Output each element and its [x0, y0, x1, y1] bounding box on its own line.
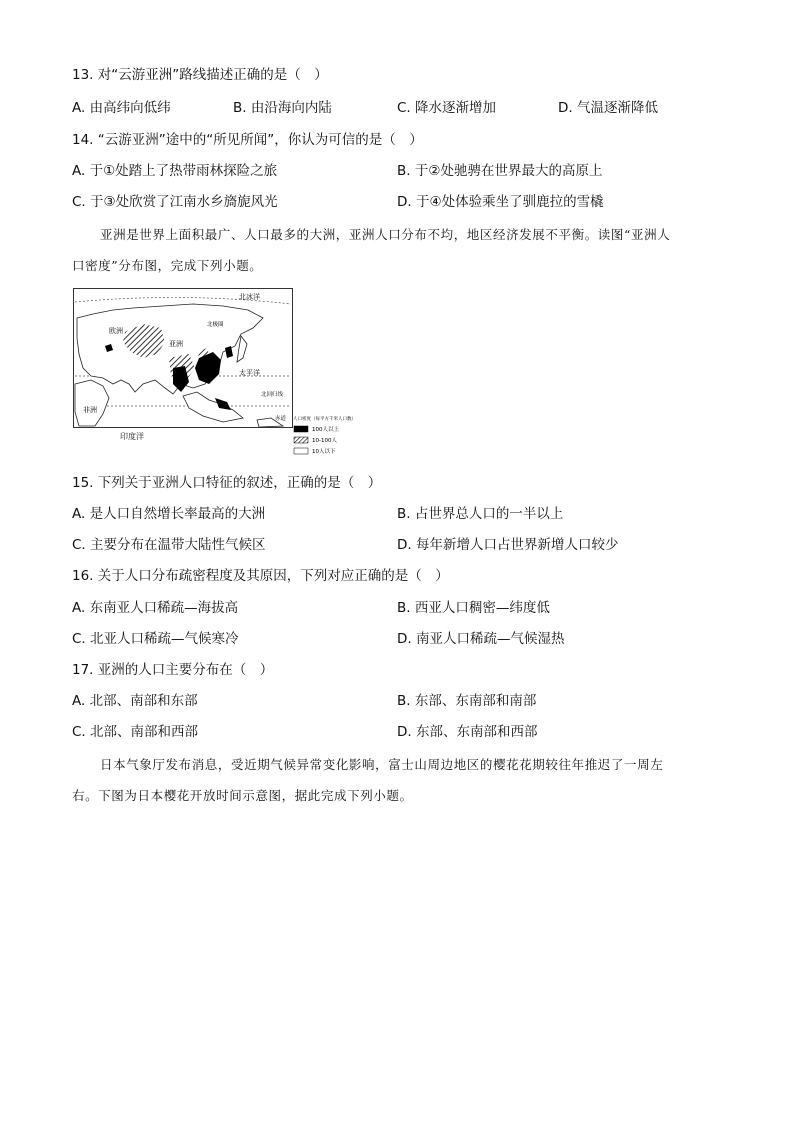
label-africa: 非洲	[83, 406, 97, 414]
q16-option-a: A. 东南亚人口稀疏—海拔高	[72, 600, 239, 616]
q13-stem: 13. 对“云游亚洲”路线描述正确的是（ ）	[72, 67, 328, 83]
q15-option-d: D. 每年新增人口占世界新增人口较少	[397, 537, 619, 553]
q13-option-d: D. 气温逐渐降低	[558, 100, 658, 116]
legend-swatch-medium	[294, 437, 308, 443]
label-europe: 欧洲	[109, 327, 123, 335]
q17-option-d: D. 东部、东南部和西部	[397, 724, 538, 740]
q16-stem: 16. 关于人口分布疏密程度及其原因，下列对应正确的是（ ）	[72, 568, 449, 584]
q14-option-a: A. 于①处踏上了热带雨林探险之旅	[72, 163, 278, 179]
label-equator: 赤道	[275, 416, 287, 422]
intro2-line1: 日本气象厅发布消息，受近期气候异常变化影响，富士山周边地区的樱花花期较往年推迟了一周左	[100, 757, 664, 772]
label-arctic-circle: 北极圈	[207, 322, 224, 328]
q14-option-c: C. 于③处欣赏了江南水乡旖旎风光	[72, 194, 278, 210]
q17-option-c: C. 北部、南部和西部	[72, 724, 199, 740]
q16-option-c: C. 北亚人口稀疏—气候寒冷	[72, 631, 239, 647]
legend-swatch-high	[294, 426, 308, 432]
q14-stem: 14. “云游亚洲”途中的“所见所闻”，你认为可信的是（ ）	[72, 132, 423, 148]
q17-option-b: B. 东部、东南部和南部	[397, 693, 537, 709]
intro1-line2: 口密度”分布图，完成下列小题。	[72, 258, 263, 273]
legend-item-low: 10人以下	[312, 449, 336, 455]
indian-ocean-label: 印度洋	[120, 432, 144, 441]
q13-option-a: A. 由高纬向低纬	[72, 100, 171, 116]
q13-option-c: C. 降水逐渐增加	[397, 100, 497, 116]
legend-title: 人口密度（每平方千米人口数）	[293, 417, 356, 422]
q14-option-d: D. 于④处体验乘坐了驯鹿拉的雪橇	[397, 194, 604, 210]
q16-option-b: B. 西亚人口稠密—纬度低	[397, 600, 550, 616]
q15-option-c: C. 主要分布在温带大陆性气候区	[72, 537, 266, 553]
legend-swatch-low	[294, 448, 308, 454]
legend-item-high: 100人以上	[312, 427, 339, 433]
q17-stem: 17. 亚洲的人口主要分布在（ ）	[72, 662, 274, 678]
q15-option-b: B. 占世界总人口的一半以上	[397, 506, 564, 522]
legend-item-medium: 10-100人	[312, 438, 337, 444]
q15-stem: 15. 下列关于亚洲人口特征的叙述，正确的是（ ）	[72, 475, 382, 491]
intro2-line2: 右。下图为日本樱花开放时间示意图，据此完成下列小题。	[72, 788, 413, 803]
label-asia: 亚洲	[169, 340, 183, 348]
intro1-line1: 亚洲是世界上面积最广、人口最多的大洲，亚洲人口分布不均，地区经济发展不平衡。读图“亚洲人	[100, 227, 671, 242]
asia-population-density-map	[73, 288, 293, 428]
q16-option-d: D. 南亚人口稀疏—气候湿热	[397, 631, 565, 647]
label-pacific: 太平洋	[239, 369, 260, 377]
label-tropic-of-cancer: 北回归线	[261, 392, 284, 398]
q15-option-a: A. 是人口自然增长率最高的大洲	[72, 506, 266, 522]
q14-option-b: B. 于②处驰骋在世界最大的高原上	[397, 163, 603, 179]
q13-option-b: B. 由沿海向内陆	[233, 100, 332, 116]
map-legend	[293, 414, 371, 460]
label-arctic-ocean: 北冰洋	[239, 293, 260, 301]
q17-option-a: A. 北部、南部和东部	[72, 693, 198, 709]
